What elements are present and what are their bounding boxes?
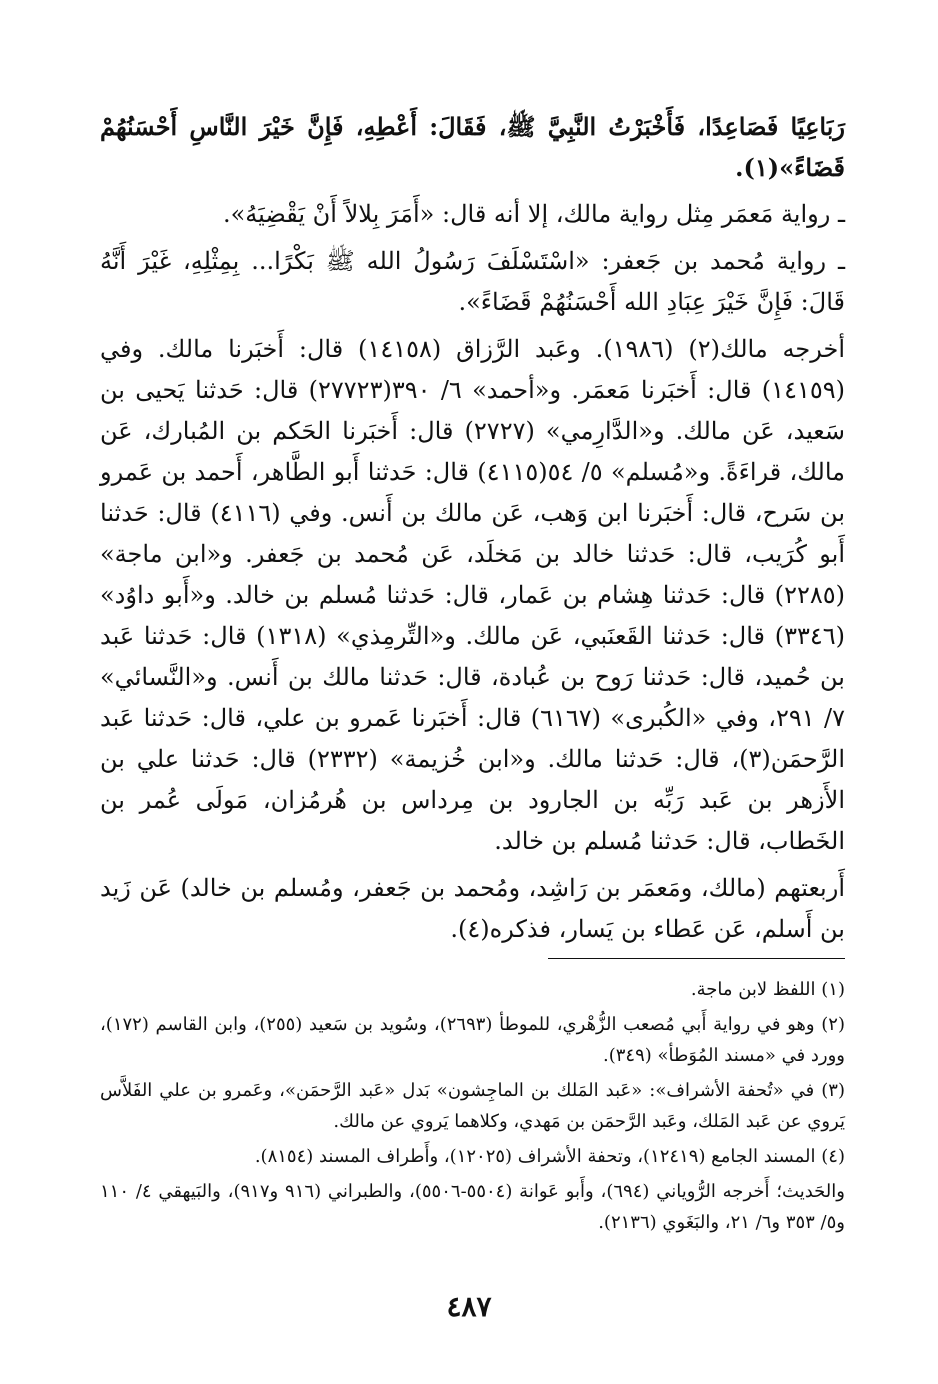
footnote-1: (١) اللفظ لابن ماجة. (690, 979, 845, 1000)
footnote-4-line-1: (٤) المسند الجامع (١٢٤١٩)، وتحفة الأشراف (١٢٠٢٥)، وأَطراف المسند (٨١٥٤). (254, 1146, 845, 1167)
footnote-4-line-2: والحَديث؛ أَخرجه الرُّوياني (٦٩٤)، وأَبو عَوانة (٥٥٠٤-٥٥٠٦)، والطبراني (٩١٦ و٩١٧)، والبَيهقي ٤/ ١١٠ و٥/ ٣٥٣ و٦/ ٢١، والبَغَوي (٢١٣٦). (100, 1181, 845, 1233)
takhrij-paragraph: أخرجه مالك(٢) (١٩٨٦). وعَبد الرَّزاق (١٤١٥٨) قال: أَخبَرنا مالك. وفي (١٤١٥٩) قال: أَخبَرنا مَعمَر. و«أحمد» ٦/ ٣٩٠(٢٧٧٢٣) قال: حَدثنا يَحيى بن سَعيد، عَن مالك. و«الدَّارِمي» (٢٧٢٧) قال: أَخبَرنا الحَكم بن المُبارك، عَن مالك، قراءَةً. و«مُسلم» ٥/ ٥٤(٤١١٥) قال: حَدثنا أَبو الطَّاهر، أَحمد بن عَمرو بن سَرح، قال: أَخبَرنا ابن وَهب، عَن مالك بن أَنس. وفي (٤١١٦) قال: حَدثنا أَبو كُرَيب، قال: حَدثنا خالد بن مَخلَد، عَن مُحمد بن جَعفر. و«ابن ماجة» (٢٢٨٥) قال: حَدثنا هِشام بن عَمار، قال: حَدثنا مُسلم بن خالد. و«أَبو داوُد» (٣٣٤٦) قال: حَدثنا القَعنَبي، عَن مالك. و«التِّرمِذي» (١٣١٨) قال: حَدثنا عَبد بن حُميد، قال: حَدثنا رَوح بن عُبادة، قال: حَدثنا مالك بن أَنس. و«النَّسائي» ٧/ ٢٩١، وفي «الكُبرى» (٦١٦٧) قال: أَخبَرنا عَمرو بن علي، قال: حَدثنا عَبد الرَّحمَن(٣)، قال: حَدثنا مالك. و«ابن خُزيمة» (٢٣٣٢) قال: حَدثنا علي بن الأَزهر بن عَبد رَبِّه بن الجارود بن مِرداس بن هُرمُزان، مَولَى عُمر بن الخَطاب، قال: حَدثنا مُسلم بن خالد. (100, 335, 846, 855)
summary-paragraph: أَربعتهم (مالك، ومَعمَر بن رَاشِد، ومُحمد بن جَعفر، ومُسلم بن خالد) عَن زَيد بن أَسلم، عَن عَطاء بن يَسار، فذكره(٤). (100, 874, 845, 943)
narration-muhammad-bin-jafar: ـ رواية مُحمد بن جَعفر: «اسْتَسْلَفَ رَسُولُ الله ﷺ بَكْرًا... بِمِثْلِهِ، غَيْرَ أَنَّهُ قَالَ: فَإِنَّ خَيْرَ عِبَادِ الله أَحْسَنُهُمْ قَضَاءً». (100, 247, 845, 316)
narration-muammar: ـ رواية مَعمَر مِثل رواية مالك، إلا أنه قال: «أَمَرَ بِلالاً أَنْ يَقْضِيَهُ». (222, 200, 845, 228)
footnotes-block (100, 974, 845, 1242)
main-text-block (100, 106, 845, 956)
footnote-separator (548, 958, 845, 959)
footnote-3: (٣) في «تُحفة الأشراف»: «عَبد المَلك بن الماجِشون» بَدل «عَبد الرَّحمَن»، وعَمرو بن علي الفَلاَّس يَروي عن عَبد المَلك، وعَبد الرَّحمَن بن مَهدي، وكلاهما يَروي عن مالك. (100, 1080, 845, 1132)
hadith-quote-line: رَبَاعِيًا فَصَاعِدًا، فَأَخْبَرْتُ النَّبِيَّ ﷺ، فَقَالَ: أَعْطِهِ، فَإِنَّ خَيْرَ النَّاسِ أَحْسَنُهُمْ قَضَاءً»(١). (100, 112, 845, 182)
footnote-2: (٢) وهو في رواية أَبي مُصعب الزُّهْري، للموطأ (٢٦٩٣)، وسُويد بن سَعيد (٢٥٥)، وابن القاسم (١٧٢)، وورد في «مسند المُوَطأ» (٣٤٩). (100, 1014, 845, 1066)
page-number: ٤٨٧ (446, 1290, 492, 1323)
